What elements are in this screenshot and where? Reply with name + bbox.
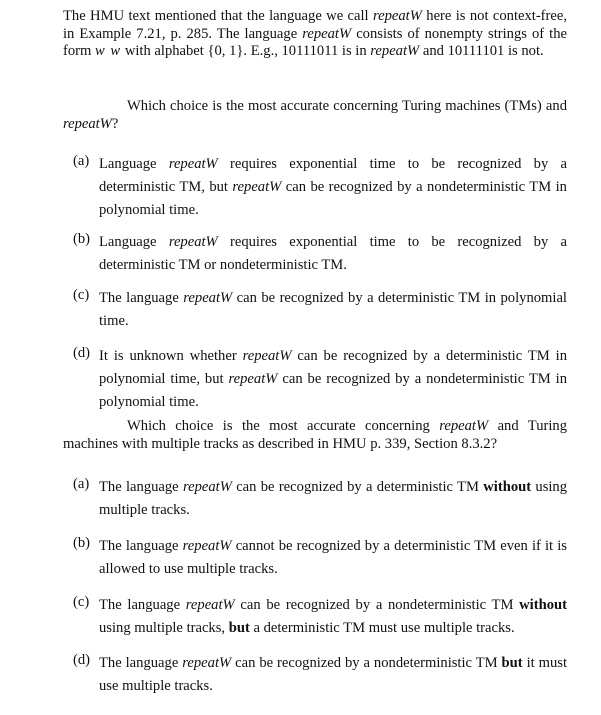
option-text: can be recognized by a deterministic TM xyxy=(236,479,479,495)
option-text: The language xyxy=(99,290,179,306)
option-text: using multiple tracks, xyxy=(99,620,226,636)
option-label: (c) xyxy=(73,594,90,610)
option-text: can be recognized by a nondeterministic TM xyxy=(240,597,514,613)
intro-text-4: with alphabet xyxy=(124,43,204,59)
option-repeatw: repeatW xyxy=(168,234,218,250)
option-label: (b) xyxy=(73,535,91,551)
option-bold-text: but xyxy=(228,620,250,636)
question-1-text: Which choice is the most accurate concerning Turing machines (TMs) and xyxy=(127,98,567,114)
option-text: requires exponential time to be recognized by a deterministic TM, but xyxy=(99,156,567,195)
question-2-option-c[interactable] xyxy=(73,594,567,640)
option-text: a deterministic TM must use multiple tracks. xyxy=(253,620,515,636)
question-1 xyxy=(63,98,567,133)
option-repeatw: repeatW xyxy=(182,538,232,554)
option-bold-text: but xyxy=(501,655,523,671)
intro-alphabet: {0, 1} xyxy=(207,43,244,59)
option-repeatw: repeatW xyxy=(168,156,218,172)
intro-ww: w w xyxy=(95,43,122,59)
question-2-text: Which choice is the most accurate concerning xyxy=(127,418,430,434)
option-label: (a) xyxy=(73,153,90,169)
option-repeatw: repeatW xyxy=(182,479,232,495)
question-1-option-d[interactable] xyxy=(73,345,567,414)
option-label: (b) xyxy=(73,231,91,247)
option-text: The language xyxy=(99,655,179,671)
question-2-option-d[interactable] xyxy=(73,652,567,698)
option-label: (a) xyxy=(73,476,90,492)
question-2-repeatw: repeatW xyxy=(439,418,489,434)
option-bold-text: without xyxy=(483,479,532,495)
intro-text-2: here is not context-free, in Example 7.21, p. 285. The language xyxy=(63,8,568,42)
option-repeatw: repeatW xyxy=(242,348,292,364)
option-text: The language xyxy=(99,479,179,495)
option-text: Language xyxy=(99,156,157,172)
question-2 xyxy=(63,418,567,453)
question-2-option-b[interactable] xyxy=(73,535,567,581)
option-text: it must use multiple tracks. xyxy=(99,655,568,694)
option-text: can be recognized by a deterministic TM in polynomial time. xyxy=(99,290,567,329)
intro-repeatw-2: repeatW xyxy=(302,25,352,42)
option-text: It is unknown whether xyxy=(99,348,237,364)
question-1-repeatw: repeatW xyxy=(63,115,112,132)
option-label: (d) xyxy=(73,652,91,668)
question-2-end: and Turing machines with multiple tracks as described in HMU p. 339, Section 8.3.2? xyxy=(63,418,568,452)
option-repeatw: repeatW xyxy=(232,179,282,195)
option-text: can be recognized by a nondeterministic TM xyxy=(235,655,498,671)
intro-text-1: The HMU text mentioned that the language we call xyxy=(63,8,369,24)
option-text: using multiple tracks. xyxy=(99,479,568,518)
option-repeatw: repeatW xyxy=(185,597,235,613)
question-2-option-a[interactable] xyxy=(73,476,567,522)
option-text: requires exponential time to be recognized by a deterministic TM or nondeterministic TM. xyxy=(99,234,567,273)
intro-repeatw-3: repeatW xyxy=(370,43,420,59)
option-text: The language xyxy=(99,597,181,613)
option-bold-text: without xyxy=(519,597,567,613)
intro-paragraph xyxy=(63,8,567,61)
option-repeatw: repeatW xyxy=(182,655,232,671)
option-repeatw: repeatW xyxy=(183,290,233,306)
option-label: (c) xyxy=(73,287,90,303)
option-text: Language xyxy=(99,234,157,250)
intro-text-5: . E.g., 10111011 is in xyxy=(243,43,367,59)
option-text: cannot be recognized by a deterministic TM even if it is allowed to use multiple tracks. xyxy=(99,538,567,577)
option-text: can be recognized by a nondeterministic TM in polynomial time. xyxy=(99,179,567,218)
intro-repeatw-1: repeatW xyxy=(373,8,422,24)
option-text: can be recognized by a deterministic TM in polynomial time, but xyxy=(99,348,567,387)
intro-text-3: consists of nonempty strings of the form xyxy=(63,25,567,59)
question-1-end: ? xyxy=(111,115,119,132)
question-1-option-c[interactable] xyxy=(73,287,567,333)
option-text: The language xyxy=(99,538,179,554)
option-label: (d) xyxy=(73,345,91,361)
option-repeatw: repeatW xyxy=(228,371,278,387)
question-1-option-a[interactable] xyxy=(73,153,567,222)
option-text: can be recognized by a nondeterministic TM in polynomial time. xyxy=(99,371,568,410)
intro-text-6: and 10111101 is not. xyxy=(422,43,544,59)
question-1-option-b[interactable] xyxy=(73,231,567,277)
